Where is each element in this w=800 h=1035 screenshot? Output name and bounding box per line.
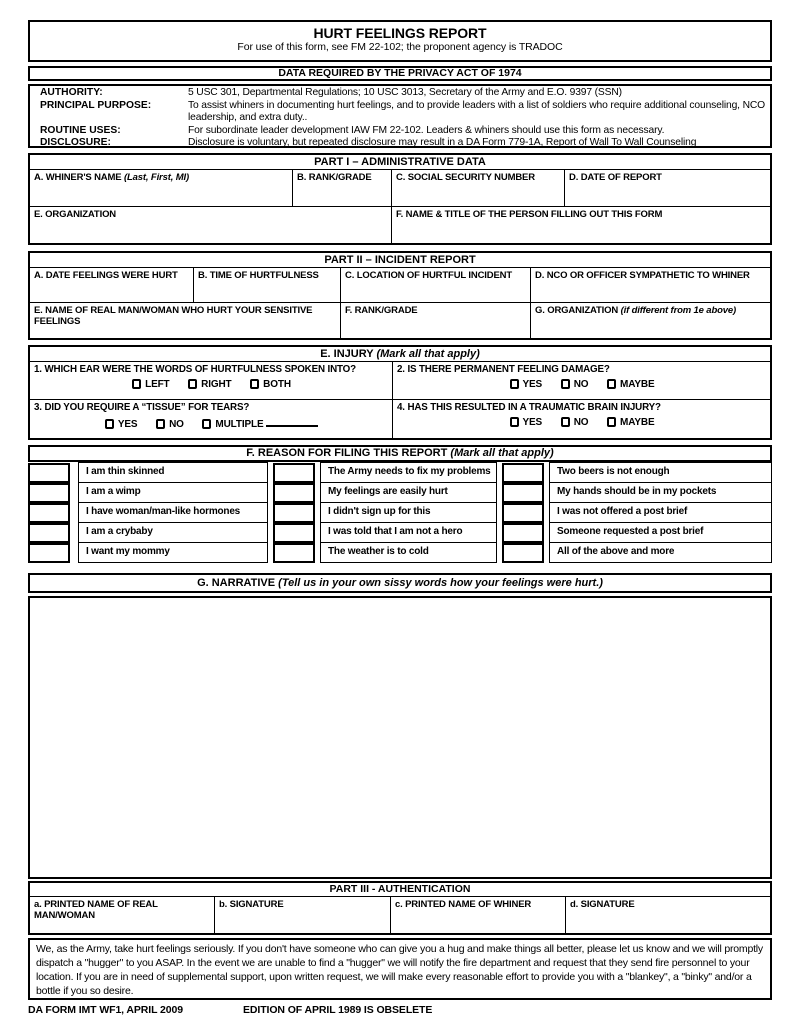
checkbox-icon[interactable] [202,419,211,429]
checkbox-option: YES [105,419,138,430]
whiners-name-field[interactable]: A. WHINER'S NAME (Last, First, MI) [30,170,293,206]
injury-section [28,345,772,440]
reason-option: My hands should be in my pockets [549,482,772,503]
form-number: DA FORM IMT WF1, APRIL 2009 [28,1004,184,1016]
checkbox[interactable] [502,463,544,483]
privacy-row [40,100,766,125]
form-subtitle: For use of this form, see FM 22-102; the proponent agency is TRADOC [237,41,563,53]
reason-option: All of the above and more [549,542,772,563]
checkbox-option: YES [510,379,543,390]
privacy-label: PRINCIPAL PURPOSE: [40,99,152,111]
part1-row2 [30,207,770,243]
support-statement: We, as the Army, take hurt feelings seriously. If you don't have someone who can give you a hug and make things all better, please let us know and we will promptly dispatch a "hugger" to you ASAP. In the event we are unable to find a "hugger" we will notify the fire department and request that they send fire personnel to your location. If you are in need of supplemental support, upon written request, we will make every reasonable effort to provide you with a "blankey", a "binky" and/or a bottle if you so desire. [36,943,763,997]
part1-header: PART I – ADMINISTRATIVE DATA [30,155,770,170]
checkbox-option: NO [561,379,589,390]
narrative-input-area[interactable] [28,596,772,879]
location-of-incident-field[interactable]: C. LOCATION OF HURTFUL INCIDENT [341,268,531,302]
support-statement-box [28,938,772,1000]
checkbox[interactable] [28,543,70,563]
checkbox-icon[interactable] [607,417,616,427]
narrative-section-header: G. NARRATIVE (Tell us in your own sissy words how your feelings were hurt.) [28,573,772,593]
checkbox-icon[interactable] [132,379,141,389]
reason-section-header: F. REASON FOR FILING THIS REPORT (Mark all that apply) [28,445,772,462]
part3-row [30,897,770,933]
injury-header: E. INJURY (Mark all that apply) [30,347,770,362]
date-feelings-hurt-field[interactable]: A. DATE FEELINGS WERE HURT [30,268,194,302]
injury-q1: 1. WHICH EAR WERE THE WORDS OF HURTFULNESS SPOKEN INTO? LEFT RIGHT BOTH [30,362,393,399]
checkbox-option: YES [510,417,543,428]
checkbox[interactable] [273,543,315,563]
part1-row1 [30,170,770,207]
reason-option: Someone requested a post brief [549,522,772,543]
ssn-field[interactable]: C. SOCIAL SECURITY NUMBER [392,170,565,206]
reason-option: Two beers is not enough [549,462,772,483]
privacy-value: To assist whiners in documenting hurt feelings, and to provide leaders with a list of soldiers who require additional counseling, NCO leadership, and extra duty.. [188,99,766,123]
checkbox-icon[interactable] [607,379,616,389]
organization-field[interactable]: E. ORGANIZATION [30,207,392,243]
checkbox-icon[interactable] [156,419,165,429]
checkbox-icon[interactable] [250,379,259,389]
checkbox[interactable] [28,483,70,503]
privacy-value: For subordinate leader development IAW FM 22-102. Leaders & whiners should use this form as necessary. [188,124,665,136]
person-filling-form-field[interactable]: F. NAME & TITLE OF THE PERSON FILLING OUT THIS FORM [396,209,663,220]
checkbox-option: BOTH [250,379,291,390]
offender-organization-field[interactable]: G. ORGANIZATION (if different from 1e above) [535,305,737,316]
multiple-count-blank[interactable] [266,417,318,427]
checkbox[interactable] [502,503,544,523]
checkbox-icon[interactable] [561,379,570,389]
checkbox[interactable] [28,523,70,543]
form-footer [28,1004,772,1016]
checkbox-icon[interactable] [561,417,570,427]
reason-option: I want my mommy [78,542,268,563]
checkbox[interactable] [273,463,315,483]
reason-option: The Army needs to fix my problems [320,462,497,483]
part3-authentication [28,881,772,935]
checkbox[interactable] [502,543,544,563]
reason-row [28,523,772,543]
reason-option: I have woman/man-like hormones [78,502,268,523]
privacy-row [40,137,766,150]
privacy-label: ROUTINE USES: [40,124,121,136]
reason-option: I didn't sign up for this [320,502,497,523]
checkbox-icon[interactable] [510,379,519,389]
reason-option: I am a crybaby [78,522,268,543]
checkbox-icon[interactable] [105,419,114,429]
checkbox[interactable] [28,463,70,483]
part2-row1 [30,268,770,303]
date-of-report-field[interactable]: D. DATE OF REPORT [569,172,662,183]
privacy-act-header: DATA REQUIRED BY THE PRIVACY ACT OF 1974 [28,66,772,81]
reason-option: I am a wimp [78,482,268,503]
form-title-box [28,20,772,62]
checkbox-option: NO [156,419,184,430]
sympathetic-nco-field[interactable]: D. NCO OR OFFICER SYMPATHETIC TO WHINER [535,270,750,281]
reason-row [28,503,772,523]
time-of-hurtfulness-field[interactable]: B. TIME OF HURTFULNESS [194,268,341,302]
checkbox[interactable] [273,523,315,543]
checkbox[interactable] [28,503,70,523]
privacy-value: 5 USC 301, Departmental Regulations; 10 USC 3013, Secretary of the Army and E.O. 9397 (SSN) [188,87,622,98]
offender-name-field[interactable]: E. NAME OF REAL MAN/WOMAN WHO HURT YOUR SENSITIVE FEELINGS [30,303,341,338]
part1-administrative-data [28,153,772,245]
checkbox-option: LEFT [132,379,169,390]
part3-header: PART III - AUTHENTICATION [30,883,770,897]
privacy-act-section [28,84,772,148]
edition-note: EDITION OF APRIL 1989 IS OBSELETE [243,1004,433,1016]
reason-option: I am thin skinned [78,462,268,483]
real-man-woman-name-field[interactable]: a. PRINTED NAME OF REAL MAN/WOMAN [30,897,215,933]
checkbox[interactable] [502,523,544,543]
reason-row [28,543,772,563]
injury-row2 [30,400,770,438]
whiner-name-field[interactable]: c. PRINTED NAME OF WHINER [391,897,566,933]
injury-q3: 3. DID YOU REQUIRE A “TISSUE” FOR TEARS? YES NO MULTIPLE [30,400,393,438]
injury-q2: 2. IS THERE PERMANENT FEELING DAMAGE? YES NO MAYBE [397,364,655,390]
offender-rank-grade-field[interactable]: F. RANK/GRADE [341,303,531,338]
reason-option: My feelings are easily hurt [320,482,497,503]
part2-row2 [30,303,770,338]
part2-header: PART II – INCIDENT REPORT [30,253,770,268]
reason-option: I was told that I am not a hero [320,522,497,543]
checkbox-option: MAYBE [607,379,654,390]
reason-grid [28,463,772,563]
checkbox-option: MULTIPLE [202,419,318,430]
privacy-row [40,125,766,138]
reason-row [28,483,772,503]
privacy-row [40,87,766,100]
privacy-value: Disclosure is voluntary, but repeated disclosure may result in a DA Form 779-1A, Report of Wall To Wall Counseling [188,137,697,148]
whiner-signature-field[interactable]: d. SIGNATURE [570,899,635,910]
part2-incident-report [28,251,772,340]
injury-q4: 4. HAS THIS RESULTED IN A TRAUMATIC BRAIN INJURY? YES NO MAYBE [397,402,661,428]
checkbox-icon[interactable] [510,417,519,427]
checkbox-option: MAYBE [607,417,654,428]
reason-row [28,463,772,483]
rank-grade-field[interactable]: B. RANK/GRADE [293,170,392,206]
privacy-label: DISCLOSURE: [40,137,111,148]
reason-option: I was not offered a post brief [549,502,772,523]
real-man-woman-signature-field[interactable]: b. SIGNATURE [215,897,391,933]
checkbox[interactable] [502,483,544,503]
reason-option: The weather is to cold [320,542,497,563]
checkbox-option: RIGHT [188,379,231,390]
checkbox[interactable] [273,483,315,503]
form-title: HURT FEELINGS REPORT [313,25,487,41]
injury-row1 [30,362,770,400]
checkbox-icon[interactable] [188,379,197,389]
checkbox-option: NO [561,417,589,428]
privacy-label: AUTHORITY: [40,87,103,98]
checkbox[interactable] [273,503,315,523]
